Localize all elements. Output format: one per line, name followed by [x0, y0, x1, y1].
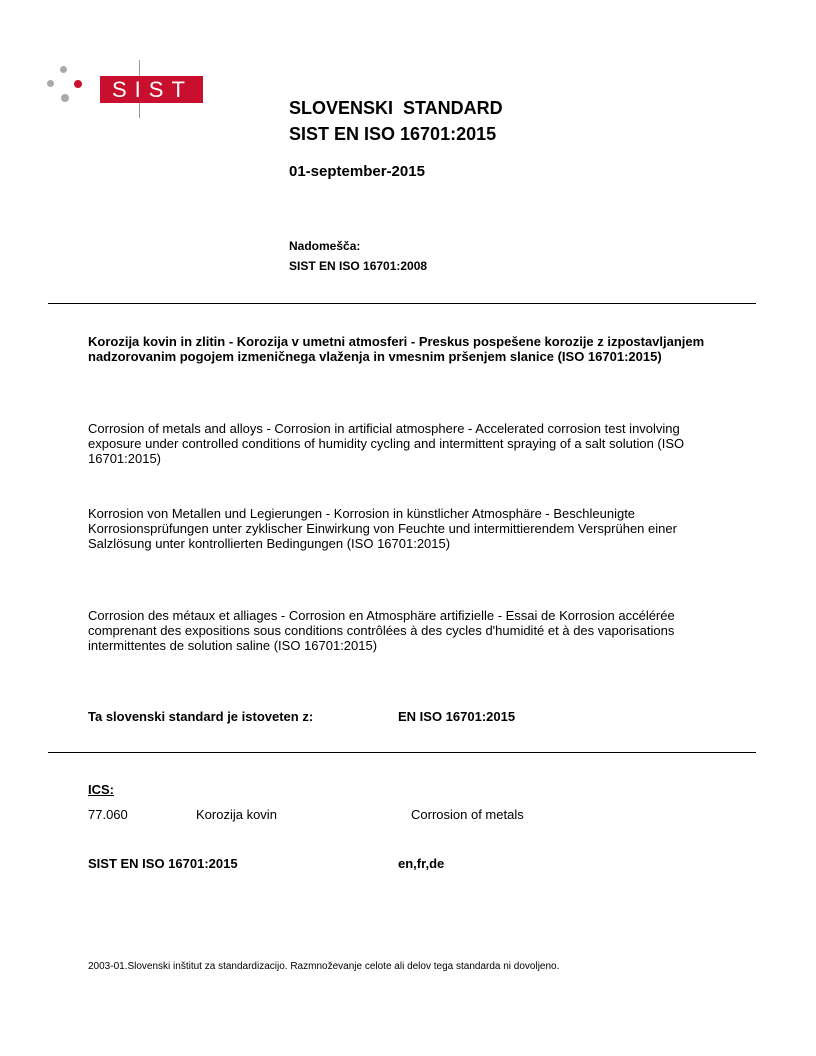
logo-dot-icon: [47, 80, 54, 87]
logo-wordmark: SIST: [100, 76, 203, 103]
title-english: Corrosion of metals and alloys - Corrosion in artificial atmosphere - Accelerated corrosion test involving exposure under controlled conditions of humidity cycling and intermittent spraying of a salt solution (ISO 16701:2015): [88, 421, 685, 466]
sist-logo: [44, 66, 214, 120]
ics-label: ICS:: [88, 782, 114, 797]
replaces-block: [289, 236, 427, 276]
title-german: Korrosion von Metallen und Legierungen - Korrosion in künstlicher Atmosphäre - Beschleunigte Korrosionsprüfungen unter zyklischer Einwirkung von Feuchte und intermittierendem Versprühen einer Salzlösung unter kontrollierten Bedingungen (ISO 16701:2015): [88, 506, 677, 551]
divider: [48, 303, 756, 304]
logo-dot-icon: [74, 80, 82, 88]
ics-code: 77.060: [88, 807, 128, 822]
identical-label: Ta slovenski standard je istoveten z:: [88, 709, 314, 724]
identical-value: EN ISO 16701:2015: [398, 709, 516, 724]
logo-dot-icon: [60, 66, 67, 73]
standard-code: SIST EN ISO 16701:2015: [289, 124, 497, 144]
replaces-value: SIST EN ISO 16701:2008: [289, 259, 428, 273]
title-slovenian: Korozija kovin in zlitin - Korozija v umetni atmosferi - Preskus pospešene korozije z izpostavljanjem nadzorovanim pogojem izmeničnega vlaženja in vmesnim pršenjem slanice (ISO 16701:2015): [88, 334, 705, 364]
languages: en,fr,de: [398, 856, 445, 871]
logo-dot-icon: [61, 94, 69, 102]
ics-slovenian: Korozija kovin: [196, 807, 277, 822]
standard-heading: [289, 95, 503, 147]
publication-date: 01-september-2015: [289, 163, 425, 180]
standard-type: SLOVENSKI STANDARD: [289, 98, 503, 118]
ics-english: Corrosion of metals: [411, 807, 524, 822]
divider: [48, 752, 756, 753]
bottom-code: SIST EN ISO 16701:2015: [88, 856, 238, 871]
title-french: Corrosion des métaux et alliages - Corrosion en Atmosphäre artifizielle - Essai de Korrosion accélérée comprenant des expositions sous conditions contrôlées à des cycles d'humidité et à des vaporisations intermittentes de solution saline (ISO 16701:2015): [88, 608, 675, 653]
copyright-footer: 2003-01.Slovenski inštitut za standardizacijo. Razmnoževanje celote ali delov tega standarda ni dovoljeno.: [88, 961, 560, 972]
replaces-label: Nadomešča:: [289, 239, 361, 253]
